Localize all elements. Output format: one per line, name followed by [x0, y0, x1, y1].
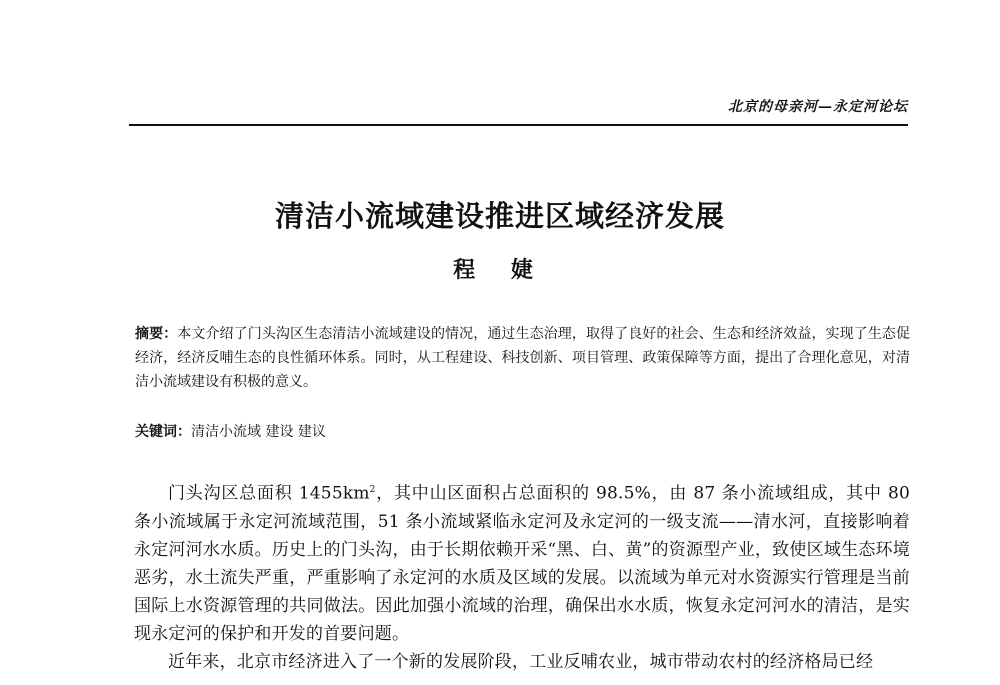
- abstract-label: 摘要：: [135, 326, 178, 342]
- p1-text-start: 门头沟区总面积 1455km: [168, 483, 370, 504]
- p1-superscript: 2: [369, 485, 376, 495]
- header-rule: [129, 124, 908, 126]
- article-author: 程 婕: [453, 257, 547, 283]
- running-head: 北京的母亲河—永定河论坛: [728, 99, 908, 115]
- keywords-text: 清洁小流域 建设 建议: [191, 424, 326, 440]
- abstract: [135, 322, 910, 394]
- article-title: 清洁小流域建设推进区域经济发展: [274, 199, 725, 233]
- keywords: [135, 420, 910, 444]
- keywords-label: 关键词：: [135, 424, 191, 440]
- body-paragraph-2: 近年来，北京市经济进入了一个新的发展阶段，工业反哺农业，城市带动农村的经济格局已经: [168, 651, 874, 672]
- p1-text-rest: ，其中山区面积占总面积的 98.5%，由 87 条小流域组成，其中 80 条小流域属于永定河流域范围，51 条小流域紧临永定河及永定河的一级支流——清水河，直接影响着永定河河水水质。历史上的门头沟，由于长期依赖开采“黑、白、黄”的资源型产业，致使区域生态环境恶劣，水土流失严重，严重影响了永定河的水质及区域的发展。以流域为单元对水资源实行管理是当前国际上水资源管理的共同做法。因此加强小流域的治理，确保出水水质，恢复永定河河水的清洁，是实现永定河的保护和开发的首要问题。: [134, 483, 910, 644]
- body-paragraph-1: [134, 476, 910, 648]
- article-body: [134, 476, 910, 676]
- abstract-text: 本文介绍了门头沟区生态清洁小流域建设的情况，通过生态治理，取得了良好的社会、生态和经济效益，实现了生态促经济，经济反哺生态的良性循环体系。同时，从工程建设、科技创新、项目管理、政策保障等方面，提出了合理化意见，对清洁小流域建设有积极的意义。: [135, 326, 911, 390]
